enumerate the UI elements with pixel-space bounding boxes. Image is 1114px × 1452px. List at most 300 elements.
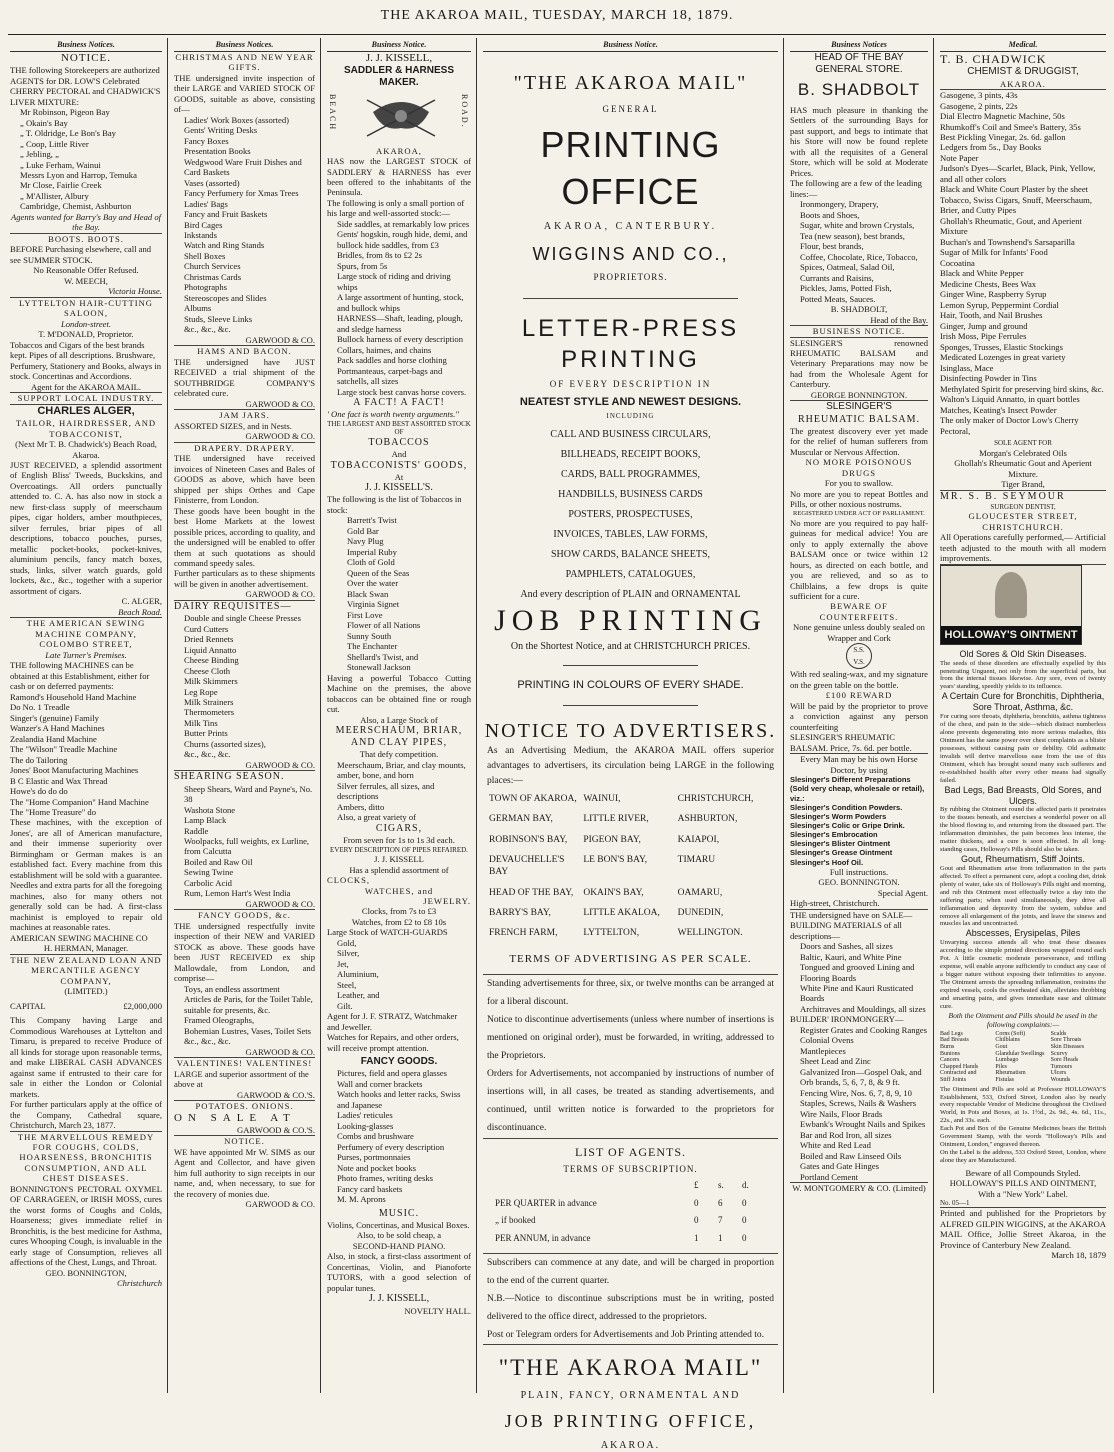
list-item: Boiled and Raw Oil: [184, 856, 253, 867]
watches-price: Watches, from £2 to £8 10s: [351, 916, 447, 927]
tobacconists-label: TOBACCONISTS' GOODS,: [330, 459, 468, 471]
list-item: First Love: [347, 609, 383, 620]
town-item: LITTLE RIVER,: [583, 814, 649, 825]
list-item: Wanzer's A Hand Machines: [10, 723, 105, 734]
list-item: Best Pickling Vinegar, 2s. 6d. gallon: [940, 131, 1066, 142]
kissell-final-sign: J. J. KISSELL,: [368, 1293, 430, 1305]
table-cell: Sore Heads: [1050, 1057, 1079, 1064]
dentist-name: MR. S. B. SEYMOUR: [940, 490, 1066, 502]
beach-label: BEACH: [328, 93, 337, 131]
list-item: Ramond's Household Hand Machine: [10, 691, 137, 702]
column-rule: [320, 38, 321, 1393]
list-item: Cheese Cloth: [184, 665, 231, 676]
list-item: „ T. Oldridge, Le Bon's Bay: [20, 128, 116, 139]
list-item: Bridles, from 8s to £2 2s: [337, 250, 422, 261]
jewelry-label: JEWELRY.: [423, 895, 471, 906]
wiggins-label: WIGGINS AND CO.,: [532, 243, 729, 264]
list-item: Tea (new season), best brands,: [800, 230, 905, 241]
kissell-text-2: The following is only a small portion of his large and well-assorted stock:—: [327, 197, 465, 219]
kissell-final-place: NOVELTY HALL.: [404, 1305, 471, 1316]
list-item: Black and White Pepper: [940, 268, 1024, 279]
column-header: Medical.: [940, 40, 1106, 52]
bad-legs-text: By rubbing the Ointment round the affected parts it penetrates to the tissues beneath, and exercises a wonderful power on all the blood flowing to, and returning from the diseased part. The inflammation diminishes, the pain becomes less intense, the matter thickens, and a cure is soon effected. In all long-standing cases, Holloway's Pills should also be taken.: [940, 806, 1106, 854]
list-item: POSTERS, PROSPECTUSES,: [568, 509, 693, 521]
garwood-sign: GARWOOD & CO.: [245, 334, 315, 345]
list-item: Queen of the Seas: [347, 567, 410, 578]
builder-label: BUILDER' IRONMONGERY—: [790, 1014, 904, 1025]
garwood-sign: GARWOOD & CO.: [245, 589, 315, 600]
list-item: „ M'Allister, Albury: [20, 190, 89, 201]
list-item: Imperial Ruby: [347, 546, 397, 557]
list-item: Tongued and grooved Lining and Flooring Boards: [800, 962, 915, 983]
table-cell: Wounds: [1050, 1077, 1071, 1084]
list-item: &c., &c., &c.: [184, 324, 231, 335]
potatoes-title: POTATOES. ONIONS.: [195, 1101, 294, 1112]
list-item: Bohemian Lustres, Vases, Toilet Sets: [184, 1025, 312, 1036]
list-item: Leg Rope: [184, 686, 218, 697]
town-item: GERMAN BAY,: [489, 814, 553, 825]
list-item: Liquid Annatto: [184, 644, 237, 655]
list-item: Gold Bar: [347, 525, 379, 536]
list-item: Milk Strainers: [184, 697, 234, 707]
building-items: [790, 941, 928, 1014]
list-item: Matches, Keating's Insect Powder: [940, 404, 1057, 415]
issue-number: No. 05—1: [940, 1198, 970, 1207]
town-item: LITTLE AKALOA,: [583, 908, 660, 919]
no-more-text: No more are you to repeat Bottles and Pills, or other noxious nostrums.: [790, 488, 928, 510]
rate-label: „ if booked: [495, 1215, 536, 1226]
jam-text: ASSORTED SIZES, and in Nests.: [174, 420, 292, 431]
list-item: Pack saddles and horse clothing: [337, 355, 447, 366]
list-item: Spices, Oatmeal, Salad Oil,: [800, 262, 895, 273]
town-item: ASHBURTON,: [677, 814, 738, 825]
list-item: Vases (assorted): [184, 177, 240, 188]
list-item: Virginia Signet: [347, 599, 400, 610]
rate-label: PER QUARTER in advance: [495, 1197, 597, 1208]
special-agent: Special Agent.: [877, 887, 928, 898]
fancy-goods-items: [327, 1068, 471, 1204]
list-item: Black Swan: [347, 588, 389, 599]
list-item: INVOICES, TABLES, LAW FORMS,: [553, 529, 708, 541]
list-item: Large stock best canvas horse covers.: [337, 386, 467, 397]
alger-address: (Next Mr T. B. Chadwick's) Beach Road, Akaroa.: [15, 439, 157, 460]
tobacco-items: [327, 515, 471, 672]
potatoes-text: ON SALE AT: [174, 1111, 296, 1124]
list-item: Lemon Syrup, Peppermint Cordial: [940, 299, 1059, 310]
list-item: Fancy Boxes: [184, 135, 229, 146]
sewing-manager: H. HERMAN, Manager.: [43, 943, 129, 954]
list-item: Note Paper: [940, 152, 979, 163]
rate-shillings: 1: [718, 1232, 723, 1243]
list-item: Wall and corner brackets: [337, 1078, 423, 1089]
orders-text: Orders for Advertisements, not accompanied by instructions of number of insertions will, in all cases, be treated as standing advertisements, and continued, until written notice is forwarded to the proprietors for discontinuance.: [487, 1069, 774, 1134]
saddle-icon: [363, 92, 439, 142]
xmas-items: [174, 115, 315, 335]
remedy-sign: GEO. BONNINGTON,: [45, 1267, 127, 1278]
list-item: Watch hooks and letter racks, Swiss and Japanese: [337, 1089, 461, 1110]
town-item: LYTTELTON,: [583, 928, 640, 939]
nz-capital: [10, 1001, 162, 1011]
watches-label: WATCHES, and: [364, 885, 434, 896]
garwood-sign: GARWOOD & CO.: [245, 1199, 315, 1210]
town-item: HEAD OF THE BAY,: [489, 887, 574, 898]
list-item: Gold,: [337, 937, 357, 948]
table-cell: Glandular Swellings: [995, 1050, 1045, 1057]
list-item: The "Home Companion" Hand Machine: [10, 796, 149, 807]
cigars-price: From seven for 1s to 1s 3d each.: [343, 835, 455, 846]
list-item: CALL AND BUSINESS CIRCULARS,: [550, 429, 711, 441]
geo-sign-2: GEO. BONNINGTON.: [818, 877, 900, 888]
sewing-title: THE AMERICAN SEWING MACHINE COMPANY,: [26, 618, 146, 639]
list-item: Irish Moss, Pipe Ferrules: [940, 331, 1027, 342]
nz-text-2: For further particulars apply at the office of the Company, Cathedral square, Christchurch, March 23, 1877.: [10, 1099, 162, 1131]
beware-compounds: Beware of all Compounds Styled.: [965, 1167, 1081, 1178]
subscribers-text: Subscribers can commence at any date, and will be charged in proportion to the end of the current quarter.: [487, 1257, 774, 1286]
red-wax-text: With red sealing-wax, and my signature on the green table on the bottle.: [790, 669, 928, 690]
list-item: „ Luke Ferham, Wainui: [20, 159, 101, 170]
table-cell: Bunions: [940, 1050, 961, 1057]
shadbolt-sign: B. SHADBOLT,: [830, 304, 888, 315]
agents-notice-text: THE following Storekeepers are authorized AGENTS for DR. LOW'S Celebrated CHERRY PECTORAL and CHADWICK'S LIVER MIXTURE:: [10, 65, 161, 107]
list-item: Silver ferrules, all sizes, and descriptions: [337, 780, 435, 802]
hams-text: THE undersigned have JUST RECEIVED a trial shipment of the SOUTHBRIDGE COMPANY'S celebrated cure.: [174, 356, 315, 399]
cure-text: For curing sore throats, diphtheria, bronchitis, asthma tightness of the chest, and pain in the side—which distract numberless alone prevents degenerating into more serious maladies, this Ointment has the same power over chest complaints as a blister possesses, without causing pain or debility. Old asthmatic invalids will derive marvellous ease from the use of this Ointment, which has brought sound many such sufferers and re-established health after every other means had signally failed.: [940, 713, 1106, 784]
pence-head: d.: [742, 1179, 749, 1190]
reward-text: Will be paid by the proprietor to prove a conviction against any person counterfeiting: [790, 700, 928, 732]
list-item: (Sold very cheap, wholesale or retail), viz.:: [790, 784, 925, 803]
list-item: Singer's (genuine) Family: [10, 712, 99, 723]
list-item: Bullock harness of every description: [337, 334, 464, 345]
list-item: B C Elastic and Wax Thread: [10, 775, 108, 786]
standing-text: Standing advertisements for three, six, or twelve months can be arranged at for a liberal discount.: [487, 979, 774, 1008]
machines-list: [10, 692, 162, 818]
list-item: Milk Tins: [184, 717, 218, 728]
kissell-text: HAS now the LARGEST STOCK of SADDLERY & HARNESS has ever been offered to the inhabitants of the Peninsula.: [327, 156, 471, 198]
and-label: And: [391, 449, 407, 460]
fancy-goods-title: FANCY GOODS.: [360, 1056, 438, 1068]
list-item: Toys, an endless assortment: [184, 983, 280, 994]
towns-grid: [483, 789, 778, 944]
valentines-title: VALENTINES! VALENTINES!: [176, 1058, 313, 1069]
column-header: Business Notices.: [174, 40, 315, 52]
list-item: PAMPHLETS, CATALOGUES,: [565, 569, 696, 581]
table-cell: Rheumatism: [995, 1070, 1026, 1077]
town-item: TOWN OF AKAROA,: [489, 794, 577, 805]
town-item: ROBINSON'S BAY,: [489, 834, 568, 845]
dentist-text: All Operations carefully performed,— Artificial teeth adjusted to the mouth with all modern improvements.: [940, 532, 1106, 564]
list-item: Bar and Rod Iron, all sizes: [800, 1129, 892, 1140]
pipes-items: [327, 760, 471, 823]
balsam-text: The greatest discovery ever yet made for the relief of human sufferers from Muscular or Nervous Affection.: [790, 425, 928, 457]
holloway-illustration: [940, 565, 1082, 645]
balsam-title: SLESINGER'S: [826, 401, 892, 413]
masthead: THE AKAROA MAIL, TUESDAY, MARCH 18, 1879.: [380, 8, 734, 23]
list-item: Gasogene, 2 pints, 22s: [940, 100, 1018, 111]
list-item: Staples, Screws, Nails & Washers: [800, 1098, 917, 1109]
both-label: Both the Ointment and Pills should be used in the following complaints:—: [948, 1010, 1098, 1029]
nz-text: This Company having Large and Commodious Warehouses at Lyttelton and Timaru, is prepared to receive Produce of all kinds for storage upon reasonable terms, and make LIBERAL CASH ADVANCES against same if entrusted to their care for sale in either the London or Colonial markets.: [10, 1015, 162, 1099]
table-cell: Fistulas: [995, 1077, 1014, 1084]
list-item: Slesinger's Different Preparations: [790, 775, 911, 785]
bottom-job-office: JOB PRINTING OFFICE,: [504, 1410, 757, 1431]
list-item: Gasogene, 3 pints, 43s: [940, 90, 1018, 101]
dentist-city: CHRISTCHURCH.: [982, 521, 1064, 532]
list-item: Christmas Cards: [184, 271, 242, 282]
list-item: Butter Prints: [184, 728, 228, 739]
list-item: Curd Cutters: [184, 623, 229, 634]
list-item: Medicated Lozenges in great variety: [940, 352, 1066, 363]
rate-pence: 0: [742, 1197, 747, 1208]
list-item: Ambers, ditto: [337, 801, 385, 812]
table-cell: Corns (Soft): [995, 1030, 1026, 1037]
list-item: Sheep Shears, Ward and Payne's, No. 38: [184, 783, 313, 805]
list-item: Spurs, from 5s: [337, 260, 388, 271]
alger-trade: TAILOR, HAIRDRESSER, AND TOBACCONIST,: [15, 418, 157, 439]
column-1: [6, 38, 166, 1393]
table-cell: Sore Throats: [1050, 1037, 1082, 1044]
shadbolt-text-2: The following are a few of the leading lines:—: [790, 178, 922, 199]
notice-title: NOTICE.: [224, 1136, 265, 1147]
list-item: Navy Plug: [347, 536, 384, 547]
list-item: Photo frames, writing desks: [337, 1173, 433, 1184]
list-item: Large stock of riding and driving whips: [337, 271, 451, 292]
road-label: ROAD.: [460, 93, 469, 129]
kissells-label: J. J. KISSELL'S.: [365, 482, 433, 494]
list-item: Double and single Cheese Presses: [184, 613, 301, 624]
list-item: Gents' Writing Desks: [184, 125, 258, 136]
reward-title: £100 REWARD: [825, 690, 893, 701]
list-item: The do Tailoring: [10, 754, 68, 765]
tobacco-text: The following is the list of Tobaccos in stock:: [327, 494, 462, 515]
list-item: Jet,: [337, 958, 349, 969]
saloon-owner: T. M'DONALD, Proprietor.: [38, 329, 134, 340]
piano-label: SECOND-HAND PIANO.: [352, 1240, 446, 1251]
registered-label: REGISTERED UNDER ACT OF PARLIAMENT.: [793, 509, 925, 517]
no-more-title: NO MORE POISONOUS DRUGS: [805, 457, 913, 478]
list-item: The "Home Treasure" do: [10, 806, 97, 817]
drapery-text-2: These goods have been bought in the best Home Markets at the lowest possible prices, according to quality, and the undersigned will be enabled to offer them at such quotations as should command speedy sales.: [174, 505, 315, 568]
list-item: Raddle: [184, 825, 209, 836]
table-cell: Scurvy: [1050, 1050, 1068, 1057]
nz-capital-value: £2,000,000: [123, 1000, 162, 1011]
music-title: MUSIC.: [378, 1207, 420, 1219]
valentines-text: LARGE and superior assortment of the above at: [174, 1068, 309, 1090]
shadbolt-text: HAS much pleasure in thanking the Settlers of the surrounding Bays for past support, and begs to intimate that his Store will now be found replete with all the requisites of a General Store, which will be sold at Moderate Prices.: [790, 104, 928, 178]
list-item: HANDBILLS, BUSINESS CARDS: [558, 489, 703, 501]
dentist-title: SURGEON DENTIST,: [990, 502, 1056, 511]
list-item: Meerschaum, Briar, and clay mounts, amber, bone, and horn: [337, 759, 466, 781]
town-item: BARRY'S BAY,: [489, 908, 551, 919]
rate-shillings: 7: [718, 1215, 723, 1226]
column-header: Business Notices: [790, 40, 928, 52]
none-genuine-text: None genuine unless doubly sealed on Wrapper and Cork: [793, 622, 925, 643]
list-item: Sponges, Trusses, Elastic Stockings: [940, 341, 1063, 352]
list-item: White Pine and Kauri Rusticated Boards: [800, 982, 914, 1004]
list-agents-title: LIST OF AGENTS.: [574, 1144, 687, 1159]
support-title: SUPPORT LOCAL INDUSTRY.: [17, 393, 155, 404]
rate-pounds: 1: [694, 1232, 699, 1243]
cutting-text: Having a powerful Tobacco Cutting Machine on the premises, the above tobaccos can be obtained fine or rough cut.: [327, 672, 471, 715]
list-item: Currants and Raisins,: [800, 272, 874, 283]
cigars-label: CIGARS,: [375, 822, 423, 834]
bad-legs-title: Bad Legs, Bad Breasts, Old Sores, and Ulcers.: [944, 784, 1102, 806]
mail-title: "THE AKAROA MAIL": [513, 72, 748, 95]
list-item: Slesinger's Blister Ointment: [790, 839, 891, 849]
no-more-text-2: No more are you required to pay half-guineas for medical advice! You are only to apply externally the above BALSAM once or twice within 12 hours, as directed on each bottle, and you are relieved, and so as to Chilblains, a few drops is quite sufficient for a cure.: [790, 517, 928, 601]
old-sores-text: The seeds of these disorders are effectually expelled by this penetrating Unguent, not only from the superficial parts, but from the internal tissues likewise. Any sore, even of twenty years' standing, speedily yields to its influence.: [940, 659, 1106, 691]
colours-label: PRINTING IN COLOURS OF EVERY SHADE.: [517, 679, 744, 692]
beware-title: BEWARE OF COUNTERFEITS.: [819, 601, 899, 622]
list-item: Boots and Shoes,: [800, 209, 860, 220]
column-rule: [783, 38, 784, 1393]
table-cell: Bad Legs: [940, 1030, 963, 1037]
proprietors-label: PROPRIETORS.: [593, 272, 668, 283]
beware-compounds-2: HOLLOWAY'S PILLS AND OINTMENT,: [949, 1178, 1097, 1189]
list-item: Shellard's Twist, and: [347, 651, 419, 662]
list-item: Milk Skimmers: [184, 676, 238, 687]
list-item: Over the water: [347, 578, 399, 589]
list-item: Studs, Sleeve Links: [184, 313, 253, 324]
list-item: Walton's Liquid Annatto, in quart bottles: [940, 394, 1080, 405]
list-item: Articles de Paris, for the Toilet Table, suitable for presents, &c.: [184, 994, 313, 1015]
sewing-street: COLOMBO STREET,: [39, 639, 133, 650]
list-item: Rum, Lemon Hart's West India: [184, 888, 291, 899]
xmas-text: THE undersigned invite inspection of their LARGE and VARIED STOCK OF GOODS, suitable as above, consisting of—: [174, 72, 315, 115]
kissell-trade: SADDLER & HARNESS MAKER.: [343, 65, 454, 89]
boots-title: BOOTS. BOOTS.: [48, 233, 124, 244]
list-item: Albums: [184, 303, 212, 314]
printed-text: Printed and published for the Proprietors by ALFRED GILPIN WIGGINS, at the AKAROA MAIL Office, Jollie Street Akaroa, in the Province of Canterbury New Zealand.: [940, 1208, 1106, 1250]
list-item: Churns (assorted sizes),: [184, 738, 266, 749]
list-item: Stonewall Jackson: [347, 662, 411, 673]
list-item: Steel,: [337, 979, 357, 990]
alger-place: Beach Road.: [118, 606, 162, 617]
notice-title: NOTICE.: [60, 51, 112, 64]
list-item: Isinglass, Mace: [940, 362, 994, 373]
holloway-banner: HOLLOWAY'S OINTMENT: [941, 626, 1081, 644]
preparations-list: [790, 775, 928, 866]
print-date: March 18, 1879: [1051, 1250, 1106, 1261]
town-item: KAIAPOI,: [677, 834, 720, 845]
each-text: Each Pot and Box of the Genuine Medicines bears the British Government Stamp, with the words "Holloway's Pills and Ointment, London," engraved thereon.: [940, 1125, 1106, 1149]
list-item: Register Grates and Cooking Ranges: [800, 1024, 927, 1035]
slesinger-text: SLESINGER'S renowned RHEUMATIC BALSAM and Veterinary Preparations may now be had from the Wholesale Agent for Canterbury.: [790, 337, 928, 390]
price-text: SLESINGER'S RHEUMATIC BALSAM. Price, 7s. 6d. per bottle.: [790, 732, 912, 753]
plain-label: And every description of PLAIN and ORNAMENTAL: [520, 589, 741, 601]
jam-title: JAM JARS.: [219, 410, 270, 421]
garwood-sign: GARWOOD & CO.: [245, 759, 315, 770]
rate-label: PER ANNUM, in advance: [495, 1232, 591, 1243]
list-item: Slesinger's Worm Powders: [790, 811, 887, 821]
masthead-rule: [8, 34, 1106, 35]
builder-items: [790, 1025, 928, 1182]
list-item: Side saddles, at remarkably low prices: [337, 218, 470, 229]
list-item: Cloth of Gold: [347, 557, 395, 568]
terms-subscription-title: TERMS OF SUBSCRIPTION.: [563, 1164, 698, 1175]
garwood-sign: GARWOOD & CO.: [245, 431, 315, 442]
label-text: On the Label is the address, 533 Oxford Street, London, where alone they are Manufactured.: [940, 1149, 1106, 1164]
list-item: Gates and Gate Hinges: [800, 1161, 879, 1172]
list-item: Ledgers from 5s., Day Books: [940, 142, 1042, 153]
pipes-text: That defy competition.: [359, 749, 439, 760]
town-item: LE BON'S BAY,: [583, 855, 648, 866]
fancy-items: [174, 984, 315, 1047]
kissell-sign: J. J. KISSELL: [374, 854, 424, 865]
list-item: Sunny South: [347, 630, 392, 641]
list-item: Zealandia Hand Machine: [10, 733, 97, 744]
kissell-name: J. J. KISSELL,: [365, 51, 433, 64]
list-item: Lamp Black: [184, 815, 227, 826]
repairs-text: Watches for Repairs, and other orders, will receive prompt attention.: [327, 1032, 459, 1053]
general-label: GENERAL: [602, 104, 659, 115]
largest-label: THE LARGEST AND BEST ASSORTED STOCK OF: [327, 419, 471, 437]
list-item: SHOW CARDS, BALANCE SHEETS,: [551, 549, 710, 561]
remedy-place: Christchurch: [116, 1278, 162, 1289]
list-item: Ironmongery, Drapery,: [800, 199, 879, 210]
list-item: Slesinger's Condition Powders.: [790, 802, 903, 812]
list-item: Jones' Boot Manufacturing Machines: [10, 765, 139, 776]
list-item: Methylated Spirit for preserving bird skins, &c.: [940, 383, 1104, 394]
notice-advertisers-title: NOTICE TO ADVERTISERS.: [484, 719, 777, 742]
shadbolt-place: Head of the Bay.: [870, 314, 928, 325]
chadwick-town: AKAROA.: [1000, 78, 1046, 89]
store-title: HEAD OF THE BAY GENERAL STORE.: [814, 51, 904, 75]
saddle-emblem: [327, 90, 471, 146]
list-item: Dial Electro Magnetic Machine, 50s: [940, 111, 1065, 122]
gout-title: Gout, Rheumatism, Stiff Joints.: [961, 854, 1085, 864]
dairy-items: [174, 613, 315, 760]
list-item: Galvanized Iron—Gospel Oak, and Orb brands, 5, 6, 7, 8, & 9 ft.: [800, 1066, 922, 1088]
list-item: Slesinger's Colic or Gripe Drink.: [790, 820, 905, 830]
town-item: DEVAUCHELLE'S BAY: [489, 855, 565, 878]
list-item: Doors and Sashes, all sizes: [800, 941, 893, 952]
saddlery-items: [327, 219, 471, 397]
agents-wanted: Agents wanted for Barry's Bay and Head of the Bay.: [10, 211, 162, 233]
hams-title: HAMS AND BACON.: [197, 346, 292, 357]
list-item: Colonial Ovens: [800, 1035, 854, 1046]
column-header: Business Notice.: [483, 40, 778, 52]
remedy-title: THE MARVELLOUS REMEDY FOR COUGHS, COLDS, HOARSENESS, BRONCHITIS CONSUMPTION, AND ALL CHEST DISEASES.: [17, 1131, 155, 1184]
column-3: [323, 38, 475, 1393]
table-cell: Bad Breasts: [940, 1037, 969, 1044]
bottom-mail-title: "THE AKAROA MAIL": [498, 1354, 763, 1380]
dentist-street: GLOUCESTER STREET,: [968, 511, 1078, 522]
town-item: OAMARU,: [677, 887, 723, 898]
dairy-title: DAIRY REQUISITES—: [174, 600, 292, 612]
list-item: A large assortment of hunting, stock, and bullock whips: [337, 292, 464, 313]
guards-items: [327, 938, 471, 1011]
discontinue-text: Notice to discontinue advertisements (unless where number of insertions is mentioned on original order), must be forwarded, in writing, addressed to the Proprietors.: [487, 1015, 774, 1062]
town-item: FRENCH FARM,: [489, 928, 558, 939]
table-cell: Scalds: [1050, 1030, 1067, 1037]
business-notice-title: BUSINESS NOTICE.: [812, 326, 906, 337]
list-item: „ Jebling, „: [20, 149, 59, 160]
list-item: HARNESS—Shaft, leading, plough, and sledge harness: [337, 313, 463, 334]
list-item: Barrett's Twist: [347, 515, 397, 526]
table-cell: Gout: [995, 1044, 1008, 1051]
list-item: Ewbank's Wrought Nails and Spikes: [800, 1119, 926, 1130]
shearing-title: SHEARING SEASON.: [174, 771, 285, 783]
list-item: Pickles, Jams, Potted Fish,: [800, 283, 892, 294]
list-item: Leather, and: [337, 990, 380, 1001]
list-item: Boiled and Raw Linseed Oils: [800, 1150, 902, 1161]
music-text: Violins, Concertinas, and Musical Boxes.: [327, 1219, 470, 1230]
list-item: Flower of all Nations: [347, 620, 421, 631]
column-rule: [933, 38, 934, 1393]
pounds-head: £: [694, 1179, 699, 1190]
list-item: Sewing Twine: [184, 867, 234, 878]
list-item: Stereoscopes and Slides: [184, 292, 267, 303]
